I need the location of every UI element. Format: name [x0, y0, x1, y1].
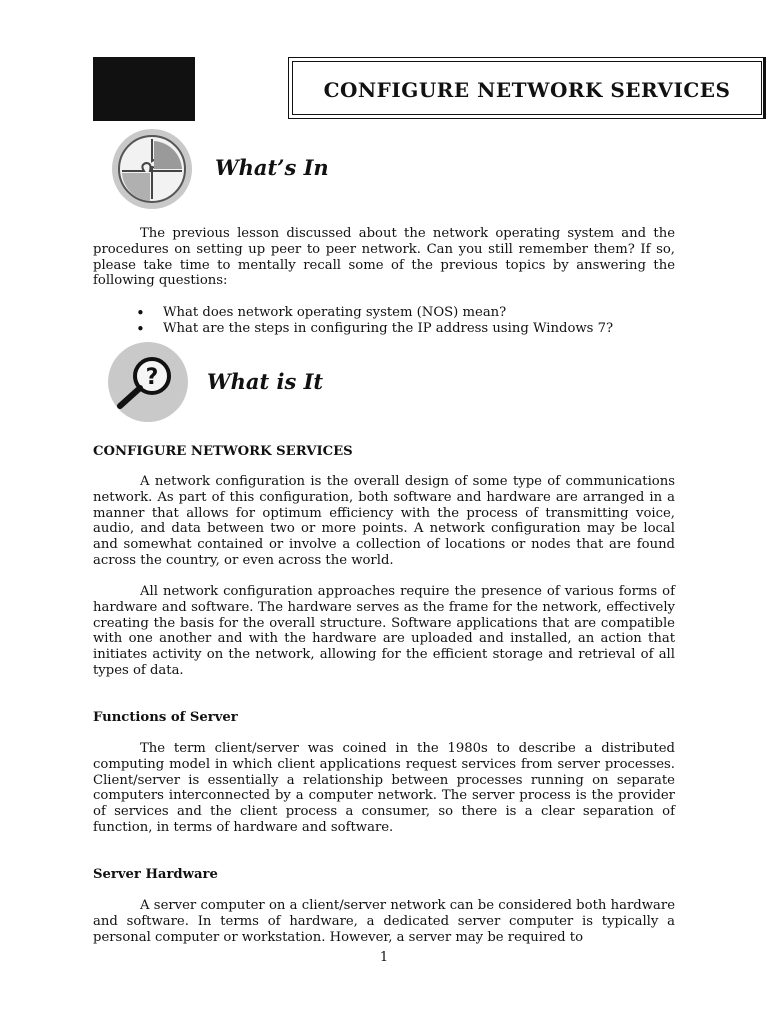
- list-item: • What does network operating system (NOS) mean?: [136, 305, 613, 321]
- server-hardware-heading: Server Hardware: [93, 867, 218, 882]
- functions-heading: Functions of Server: [93, 710, 238, 725]
- network-config-paragraph: A network configuration is the overall design of some type of communications network. As part of this configuration, both software and hardware are arranged in a manner that allows for optimum efficiency with the process of transmitting voice, audio, and data between two or more points. A network configuration may be local and somewhat contained or involve a collection of locations or nodes that are found across the country, or even across the world.: [93, 474, 675, 568]
- server-hardware-paragraph: A server computer on a client/server network can be considered both hardware and software. In terms of hardware, a dedicated server computer is typically a personal computer or workstation. However, a server may be required to: [93, 898, 675, 945]
- page-title: CONFIGURE NETWORK SERVICES: [323, 78, 731, 102]
- section-heading: CONFIGURE NETWORK SERVICES: [93, 444, 353, 459]
- puzzle-icon: [108, 127, 196, 211]
- header-black-block: [93, 57, 195, 121]
- whats-in-heading: What’s In: [215, 155, 329, 180]
- header-title-box: [288, 57, 766, 119]
- magnifier-question-icon: [104, 340, 192, 424]
- page-number: 1: [379, 950, 389, 965]
- svg-text:?: ?: [145, 365, 159, 390]
- list-item: • What are the steps in configuring the IP address using Windows 7?: [136, 321, 613, 337]
- network-approaches-paragraph: All network configuration approaches require the presence of various forms of hardware and software. The hardware serves as the frame for the network, effectively creating the basis for the overall structure. Software applications that are compatible with one another and with the hardware are uploaded and installed, an action that initiates activity on the network, allowing for the efficient storage and retrieval of all types of data.: [93, 584, 675, 678]
- functions-paragraph: The term client/server was coined in the 1980s to describe a distributed computing model in which client applications request services from server processes. Client/server is essentially a relationship between processes running on separate computers interconnected by a computer network. The server process is the provider of services and the client process a consumer, so there is a clear separation of function, in terms of hardware and software.: [93, 741, 675, 835]
- what-is-it-heading: What is It: [207, 369, 324, 394]
- whats-in-paragraph: The previous lesson discussed about the network operating system and the procedures on setting up peer to peer network. Can you still remember them? If so, please take time to mentally recall some of the previous topics by answering the following questions:: [93, 226, 675, 289]
- header-banner: [93, 57, 731, 121]
- question-list: [136, 305, 613, 337]
